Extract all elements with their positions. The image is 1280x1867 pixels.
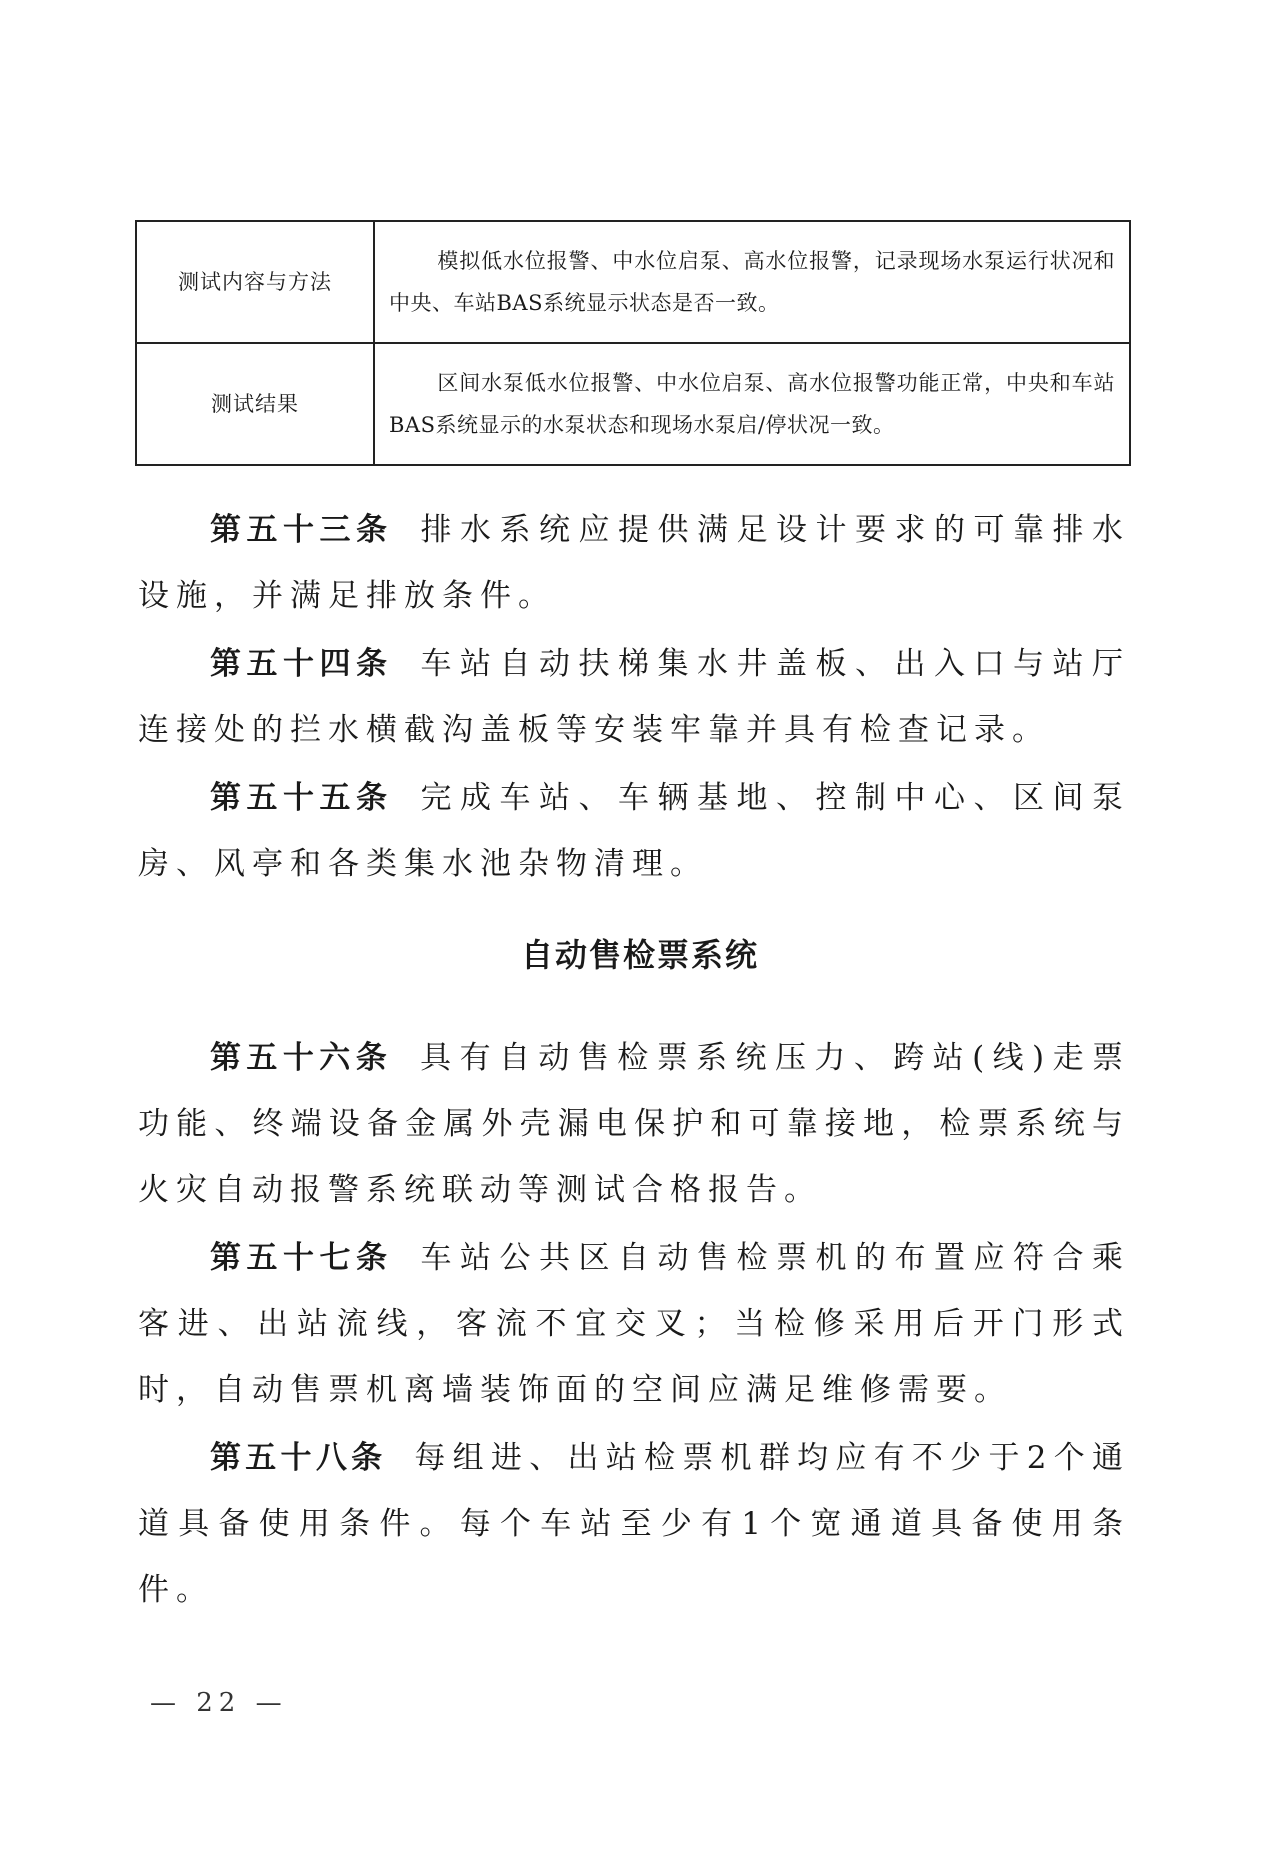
article-text: 车站公共区自动售检票机的布置应符合乘客进、出站流线，客流不宜交叉；当检修采用后开门形式时，自动售票机离墙装饰面的空间应满足维修需要。 <box>138 1240 1130 1408</box>
article-heading: 第五十七条 <box>210 1240 393 1276</box>
article-text: 每组进、出站检票机群均应有不少于2个通道具备使用条件。每个车站至少有1个宽通道具备使用条件。 <box>138 1440 1130 1608</box>
article-heading: 第五十八条 <box>210 1440 387 1476</box>
article-57 <box>138 1225 1130 1423</box>
article-heading: 第五十三条 <box>210 512 393 548</box>
section-title: 自动售检票系统 <box>520 936 759 974</box>
article-heading: 第五十五条 <box>210 780 393 816</box>
test-table <box>135 220 1131 466</box>
article-55 <box>138 765 1130 897</box>
article-58 <box>138 1425 1130 1623</box>
table-content-text: 模拟低水位报警、中水位启泵、高水位报警，记录现场水泵运行状况和中央、车站BAS系统显示状态是否一致。 <box>389 249 1115 315</box>
article-text: 具有自动售检票系统压力、跨站(线)走票功能、终端设备金属外壳漏电保护和可靠接地，检票系统与火灾自动报警系统联动等测试合格报告。 <box>138 1040 1131 1208</box>
article-heading: 第五十四条 <box>210 646 393 682</box>
article-53 <box>138 497 1130 629</box>
table-content-text: 区间水泵低水位报警、中水位启泵、高水位报警功能正常，中央和车站BAS系统显示的水泵状态和现场水泵启/停状况一致。 <box>389 371 1115 437</box>
table-row <box>136 343 1130 465</box>
table-label-cell: 测试结果 <box>136 343 374 465</box>
article-text: 完成车站、车辆基地、控制中心、区间泵房、风亭和各类集水池杂物清理。 <box>138 780 1130 882</box>
table-row <box>136 221 1130 343</box>
table-content-cell <box>374 343 1130 465</box>
table-content-cell <box>374 221 1130 343</box>
article-text: 车站自动扶梯集水井盖板、出入口与站厅连接处的拦水横截沟盖板等安装牢靠并具有检查记录。 <box>138 646 1130 748</box>
article-heading: 第五十六条 <box>210 1040 393 1076</box>
page-number: — 22 — <box>150 1688 288 1718</box>
table-label-cell: 测试内容与方法 <box>136 221 374 343</box>
article-54 <box>138 631 1130 763</box>
article-text: 排水系统应提供满足设计要求的可靠排水设施，并满足排放条件。 <box>138 512 1130 614</box>
article-56 <box>138 1025 1130 1223</box>
